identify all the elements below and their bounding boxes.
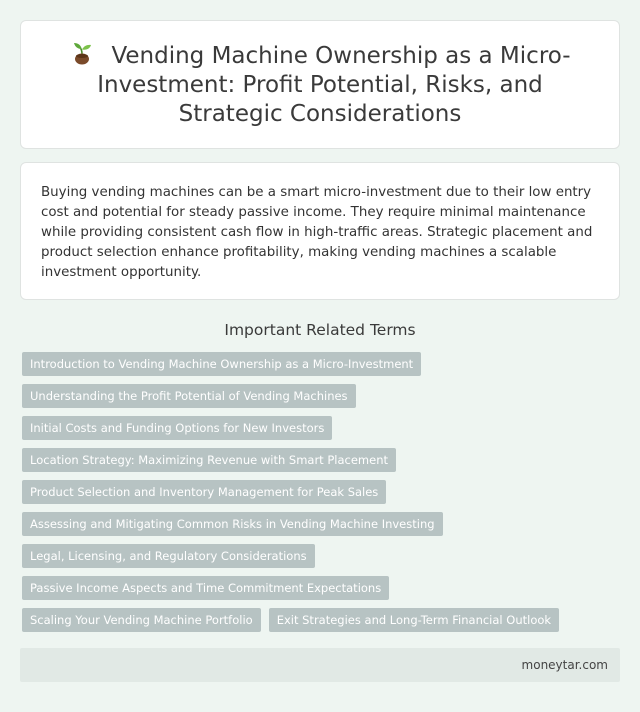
related-term-tag[interactable]: Passive Income Aspects and Time Commitment Expectations (22, 576, 389, 600)
page-title (51, 40, 589, 129)
site-link[interactable]: moneytar.com (521, 658, 608, 672)
related-term-tag[interactable]: Legal, Licensing, and Regulatory Considerations (22, 544, 315, 568)
related-term-tag[interactable]: Location Strategy: Maximizing Revenue with Smart Placement (22, 448, 396, 472)
footer (20, 648, 620, 682)
related-term-tag[interactable]: Scaling Your Vending Machine Portfolio (22, 608, 261, 632)
summary-text: Buying vending machines can be a smart micro-investment due to their low entry cost and potential for steady passive income. They require minimal maintenance while providing consistent cash flow in high-traffic areas. Strategic placement and product selection enhance profitability, making vending machines a scalable investment opportunity. (41, 185, 593, 280)
related-term-tag[interactable]: Introduction to Vending Machine Ownership as a Micro-Investment (22, 352, 421, 376)
summary-card (20, 162, 620, 300)
related-terms-list (22, 352, 622, 632)
title-card (20, 20, 620, 149)
page-title-text: Vending Machine Ownership as a Micro-Investment: Profit Potential, Risks, and Strategic Considerations (97, 43, 571, 127)
related-term-tag[interactable]: Understanding the Profit Potential of Vending Machines (22, 384, 356, 408)
related-term-tag[interactable]: Product Selection and Inventory Management for Peak Sales (22, 480, 386, 504)
related-terms-heading: Important Related Terms (224, 321, 416, 339)
related-term-tag[interactable]: Exit Strategies and Long-Term Financial Outlook (269, 608, 559, 632)
seedling-icon (69, 40, 95, 66)
related-term-tag[interactable]: Initial Costs and Funding Options for New Investors (22, 416, 332, 440)
related-term-tag[interactable]: Assessing and Mitigating Common Risks in Vending Machine Investing (22, 512, 443, 536)
